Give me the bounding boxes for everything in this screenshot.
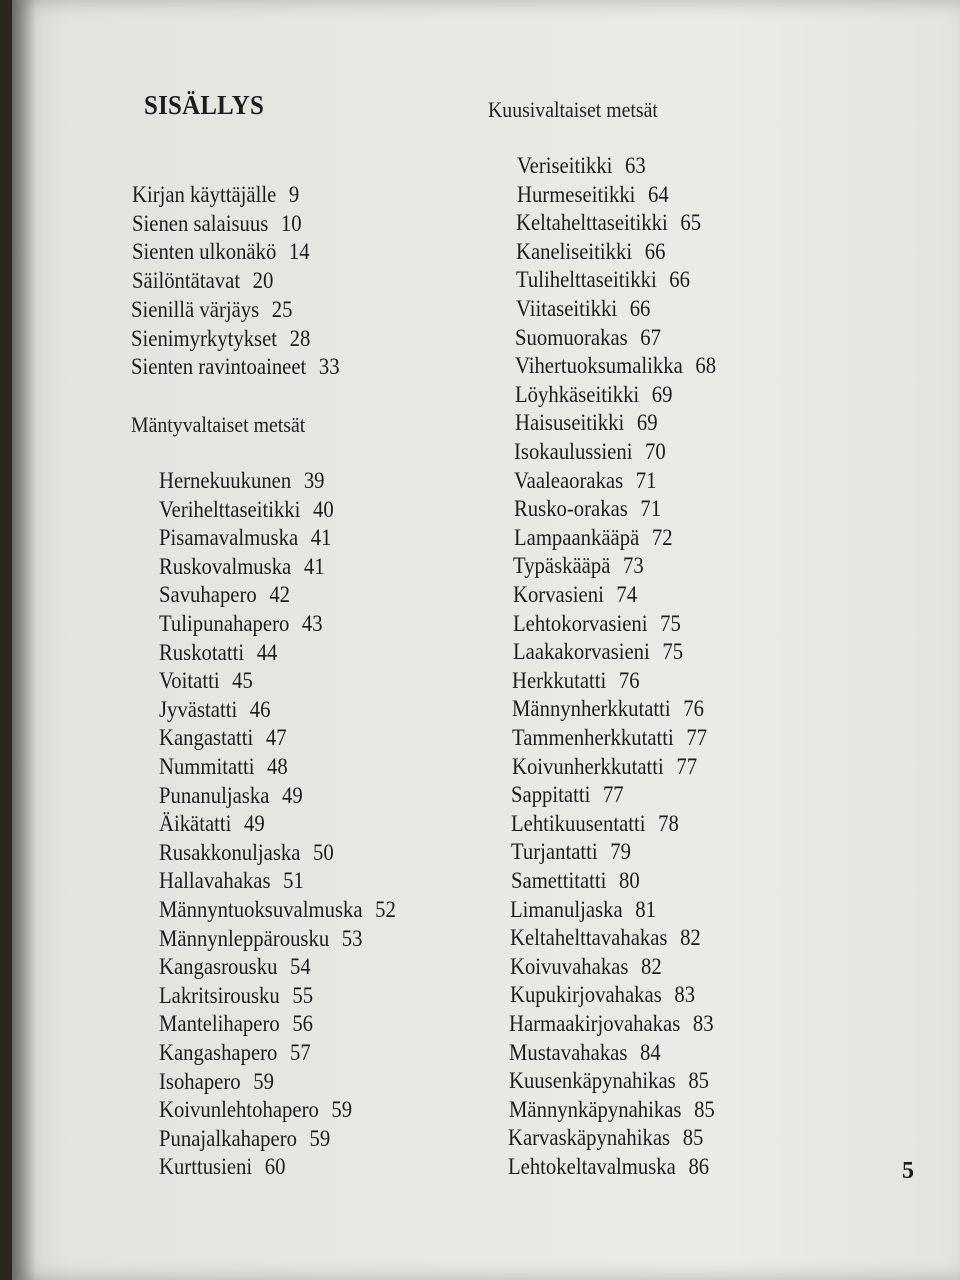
- toc-entry-page: 39: [303, 468, 325, 493]
- toc-entry-page: 66: [644, 238, 666, 264]
- toc-entry-page: 76: [683, 696, 705, 722]
- toc-entry-name: Tammenherkkutatti: [511, 725, 674, 750]
- toc-entry-page: 49: [244, 811, 265, 837]
- toc-entry: [509, 1097, 715, 1123]
- toc-entry-name: Vaaleaorakas: [514, 467, 624, 493]
- toc-entry: [159, 1069, 274, 1095]
- toc-entry-page: 71: [640, 496, 662, 522]
- toc-entry-name: Sienten ulkonäkö: [131, 239, 276, 265]
- toc-entry-page: 84: [640, 1039, 661, 1065]
- toc-entry-page: 69: [636, 410, 658, 436]
- pine-section-heading: Mäntyvaltaiset metsät: [131, 412, 306, 437]
- toc-entry-name: Hernekuukunen: [159, 468, 292, 493]
- toc-entry: [515, 410, 658, 436]
- toc-entry-page: 45: [232, 668, 253, 694]
- toc-entry: [513, 611, 681, 637]
- toc-entry-name: Männynkäpynahikas: [508, 1096, 681, 1122]
- spruce-section-heading: Kuusivaltaiset metsät: [488, 97, 658, 122]
- toc-entry-page: 66: [669, 267, 690, 293]
- toc-entry: [510, 954, 662, 980]
- toc-entry: [159, 983, 313, 1009]
- toc-entry-page: 71: [635, 467, 657, 493]
- toc-entry-page: 82: [680, 925, 701, 951]
- toc-entry-page: 47: [265, 725, 287, 751]
- toc-entry: [516, 296, 650, 322]
- toc-entry-page: 42: [269, 582, 291, 608]
- toc-entry-page: 69: [651, 381, 673, 407]
- toc-entry: [159, 1011, 313, 1037]
- toc-entry: [131, 354, 340, 380]
- toc-entry-name: Veriseitikki: [517, 153, 613, 178]
- toc-entry: [516, 210, 701, 236]
- toc-entry: [515, 382, 672, 408]
- toc-entry-page: 85: [682, 1125, 704, 1151]
- toc-entry: [514, 496, 661, 522]
- toc-entry: [513, 582, 637, 608]
- toc-entry: [510, 897, 656, 923]
- toc-entry: [511, 839, 631, 865]
- toc-entry: [159, 1040, 311, 1066]
- toc-entry-page: 73: [623, 553, 645, 579]
- toc-entry-name: Limanuljaska: [510, 896, 623, 922]
- toc-entry-name: Löyhkäseitikki: [514, 381, 640, 407]
- toc-entry: [514, 468, 656, 494]
- toc-entry: [131, 326, 310, 352]
- toc-entry: [517, 182, 669, 208]
- toc-entry-page: 82: [640, 953, 662, 979]
- toc-entry: [512, 696, 704, 722]
- toc-entry: [132, 239, 310, 265]
- toc-entry-page: 57: [290, 1040, 311, 1065]
- toc-entry-name: Voitatti: [159, 668, 220, 694]
- toc-entry-name: Kaneliseitikki: [516, 238, 633, 264]
- toc-entry-page: 51: [283, 868, 304, 894]
- toc-entry-page: 79: [610, 839, 631, 865]
- toc-entry: [159, 954, 311, 980]
- toc-entry-name: Lehtikuusentatti: [511, 810, 646, 836]
- toc-entry: [514, 439, 666, 465]
- toc-entry-page: 25: [272, 296, 293, 322]
- toc-entry-page: 75: [662, 639, 683, 665]
- toc-entry: [512, 754, 697, 780]
- toc-entry-page: 77: [686, 725, 707, 750]
- toc-entry-page: 63: [625, 153, 646, 178]
- toc-entry-name: Kuusenkäpynahikas: [508, 1068, 676, 1094]
- page-title: SISÄLLYS: [144, 90, 265, 120]
- toc-entry-name: Sappitatti: [511, 782, 591, 808]
- toc-entry-name: Karvaskäpynahikas: [508, 1125, 671, 1151]
- toc-entry: [159, 926, 362, 952]
- toc-entry-name: Äikätatti: [159, 811, 232, 837]
- toc-entry: [159, 1097, 352, 1123]
- toc-entry-name: Isohapero: [159, 1068, 241, 1094]
- toc-entry: [159, 1154, 285, 1180]
- toc-entry: [516, 267, 690, 293]
- toc-entry-page: 54: [290, 954, 311, 980]
- toc-entry: [159, 783, 303, 809]
- toc-entry-page: 41: [310, 525, 332, 551]
- toc-entry-name: Sienillä värjäys: [131, 296, 260, 322]
- toc-entry: [132, 182, 299, 208]
- toc-entry-page: 78: [658, 810, 679, 836]
- toc-entry-name: Savuhapero: [159, 582, 257, 608]
- toc-entry-page: 68: [695, 353, 717, 379]
- toc-entry-name: Kurttusieni: [159, 1154, 253, 1180]
- toc-entry: [509, 1040, 661, 1066]
- toc-entry-name: Korvasieni: [513, 582, 604, 607]
- toc-entry-page: 53: [341, 925, 363, 951]
- toc-entry-name: Punajalkahapero: [159, 1125, 297, 1151]
- toc-entry-page: 75: [659, 610, 681, 636]
- toc-entry-name: Ruskovalmuska: [159, 553, 292, 579]
- toc-entry: [131, 297, 292, 323]
- toc-entry-name: Lakritsirousku: [159, 982, 280, 1008]
- toc-entry-name: Männynleppärousku: [159, 925, 330, 951]
- toc-entry-name: Pisamavalmuska: [159, 525, 299, 551]
- toc-entry: [512, 725, 707, 751]
- toc-entry-page: 41: [303, 553, 325, 579]
- toc-entry-name: Sienten ravintoaineet: [131, 354, 307, 380]
- book-page: [12, 0, 960, 1280]
- page-number: 5: [902, 1158, 914, 1184]
- toc-entry: [512, 668, 640, 694]
- toc-entry: [159, 754, 288, 780]
- toc-entry-name: Männyntuoksuvalmuska: [159, 897, 363, 922]
- toc-entry: [159, 468, 325, 494]
- toc-entry-page: 44: [256, 639, 278, 665]
- toc-entry: [517, 153, 646, 179]
- toc-entry-name: Lehtokorvasieni: [512, 610, 648, 636]
- toc-entry-page: 77: [675, 753, 697, 779]
- toc-entry: [514, 525, 673, 551]
- toc-entry-page: 80: [618, 868, 640, 893]
- toc-entry-name: Ruskotatti: [159, 639, 245, 665]
- toc-entry: [159, 697, 271, 723]
- toc-entry: [508, 1154, 709, 1180]
- toc-entry-name: Haisuseitikki: [514, 410, 624, 436]
- toc-entry-page: 64: [647, 181, 669, 207]
- toc-entry-name: Mantelihapero: [159, 1011, 280, 1037]
- toc-entry: [159, 1126, 330, 1152]
- toc-entry-name: Nummitatti: [159, 754, 255, 779]
- toc-entry: [509, 1011, 714, 1037]
- toc-entry-name: Tulipunahapero: [159, 611, 290, 636]
- toc-entry: [511, 811, 679, 837]
- toc-entry: [159, 668, 253, 694]
- toc-entry: [510, 925, 701, 951]
- toc-entry: [159, 554, 325, 580]
- toc-entry-page: 66: [629, 296, 651, 321]
- toc-entry-page: 70: [645, 439, 667, 464]
- toc-entry-page: 10: [280, 210, 302, 236]
- toc-entry-name: Herkkutatti: [512, 667, 607, 693]
- toc-entry-name: Kupukirjovahakas: [509, 982, 662, 1008]
- toc-entry-page: 83: [693, 1011, 714, 1036]
- toc-entry-name: Sienen salaisuus: [131, 210, 269, 236]
- toc-entry-name: Lehtokeltavalmuska: [508, 1154, 676, 1179]
- toc-entry-name: Keltahelttaseitikki: [516, 210, 669, 236]
- toc-entry-name: Kirjan käyttäjälle: [132, 182, 277, 207]
- toc-entry-page: 46: [249, 696, 271, 722]
- toc-entry-name: Säilöntätavat: [131, 268, 240, 294]
- toc-entry-name: Hurmeseitikki: [516, 181, 636, 207]
- toc-entry-page: 67: [640, 324, 662, 350]
- toc-entry: [516, 239, 665, 265]
- toc-entry: [511, 782, 624, 808]
- toc-entry: [159, 897, 396, 923]
- toc-entry-page: 60: [264, 1154, 286, 1180]
- toc-entry-page: 9: [288, 182, 300, 207]
- toc-entry: [132, 268, 273, 294]
- toc-entry: [515, 325, 661, 351]
- toc-entry-name: Mustavahakas: [509, 1039, 628, 1065]
- toc-entry-name: Kangastatti: [159, 725, 254, 751]
- toc-entry: [508, 1125, 703, 1151]
- toc-entry-name: Isokaulussieni: [514, 439, 633, 464]
- toc-entry-page: 59: [331, 1097, 353, 1123]
- toc-entry-name: Hallavahakas: [159, 868, 271, 894]
- toc-entry-page: 55: [292, 982, 314, 1008]
- toc-entry-page: 59: [253, 1068, 274, 1094]
- toc-entry-page: 65: [680, 210, 702, 236]
- toc-entry-page: 49: [281, 782, 303, 808]
- toc-entry-page: 77: [603, 782, 624, 808]
- toc-entry-page: 59: [309, 1125, 331, 1151]
- toc-entry-name: Verihelttaseitikki: [159, 496, 301, 522]
- toc-entry-name: Kangasrousku: [159, 954, 278, 980]
- toc-entry: [132, 211, 302, 237]
- toc-entry-page: 40: [313, 496, 334, 522]
- toc-entry-name: Tulihelttaseitikki: [515, 267, 657, 293]
- toc-entry-name: Vihertuoksumalikka: [515, 353, 683, 379]
- toc-entry-name: Rusakkonuljaska: [159, 839, 301, 865]
- toc-entry-page: 85: [688, 1068, 709, 1094]
- toc-entry: [159, 811, 265, 837]
- toc-entry-page: 74: [616, 582, 638, 607]
- toc-entry-name: Punanuljaska: [159, 782, 270, 808]
- toc-entry-page: 43: [301, 611, 323, 636]
- toc-entry-page: 85: [693, 1096, 715, 1122]
- toc-entry: [159, 640, 277, 666]
- toc-entry-page: 72: [651, 524, 673, 550]
- toc-entry-page: 33: [318, 354, 340, 380]
- toc-entry-page: 20: [252, 268, 273, 294]
- toc-entry: [513, 639, 683, 665]
- toc-entry-name: Jyvästatti: [159, 696, 238, 722]
- toc-entry-page: 48: [267, 754, 288, 779]
- toc-entry-name: Männynherkkutatti: [512, 696, 671, 722]
- toc-entry-name: Rusko-orakas: [513, 496, 628, 522]
- toc-entry-page: 28: [289, 325, 311, 351]
- toc-entry-page: 76: [619, 667, 640, 693]
- toc-entry: [159, 868, 304, 894]
- gutter-shadow: [12, 0, 36, 1280]
- toc-entry: [159, 525, 331, 551]
- toc-entry-name: Viitaseitikki: [515, 296, 617, 321]
- toc-entry: [159, 497, 334, 523]
- toc-entry-page: 56: [292, 1011, 314, 1037]
- toc-entry-name: Samettitatti: [510, 868, 607, 893]
- toc-entry: [513, 553, 644, 579]
- toc-entry-name: Suomuorakas: [515, 324, 629, 350]
- toc-entry-page: 81: [635, 896, 657, 922]
- toc-entry-page: 14: [288, 239, 310, 265]
- toc-entry: [159, 582, 290, 608]
- toc-entry-name: Laakakorvasieni: [512, 639, 650, 665]
- toc-entry-name: Koivunherkkutatti: [511, 753, 664, 779]
- toc-entry: [510, 982, 695, 1008]
- toc-entry-name: Kangashapero: [159, 1040, 278, 1065]
- toc-entry-name: Sienimyrkytykset: [131, 325, 278, 351]
- toc-entry-name: Keltahelttavahakas: [510, 925, 668, 951]
- toc-entry: [159, 725, 287, 751]
- toc-entry-page: 86: [688, 1154, 710, 1179]
- toc-entry-name: Lampaankääpä: [513, 524, 639, 550]
- toc-entry: [511, 868, 640, 894]
- toc-entry: [159, 840, 334, 866]
- toc-entry-page: 50: [313, 839, 334, 865]
- toc-entry-page: 83: [673, 982, 695, 1008]
- toc-entry: [509, 1068, 709, 1094]
- toc-entry-page: 52: [375, 897, 396, 922]
- toc-entry-name: Harmaakirjovahakas: [509, 1011, 681, 1036]
- toc-entry: [515, 353, 716, 379]
- toc-entry-name: Typäskääpä: [513, 553, 611, 579]
- toc-entry-name: Koivuvahakas: [509, 953, 629, 979]
- toc-entry-name: Koivunlehtohapero: [159, 1097, 319, 1123]
- toc-entry-name: Turjantatti: [510, 839, 598, 865]
- toc-entry: [159, 611, 323, 637]
